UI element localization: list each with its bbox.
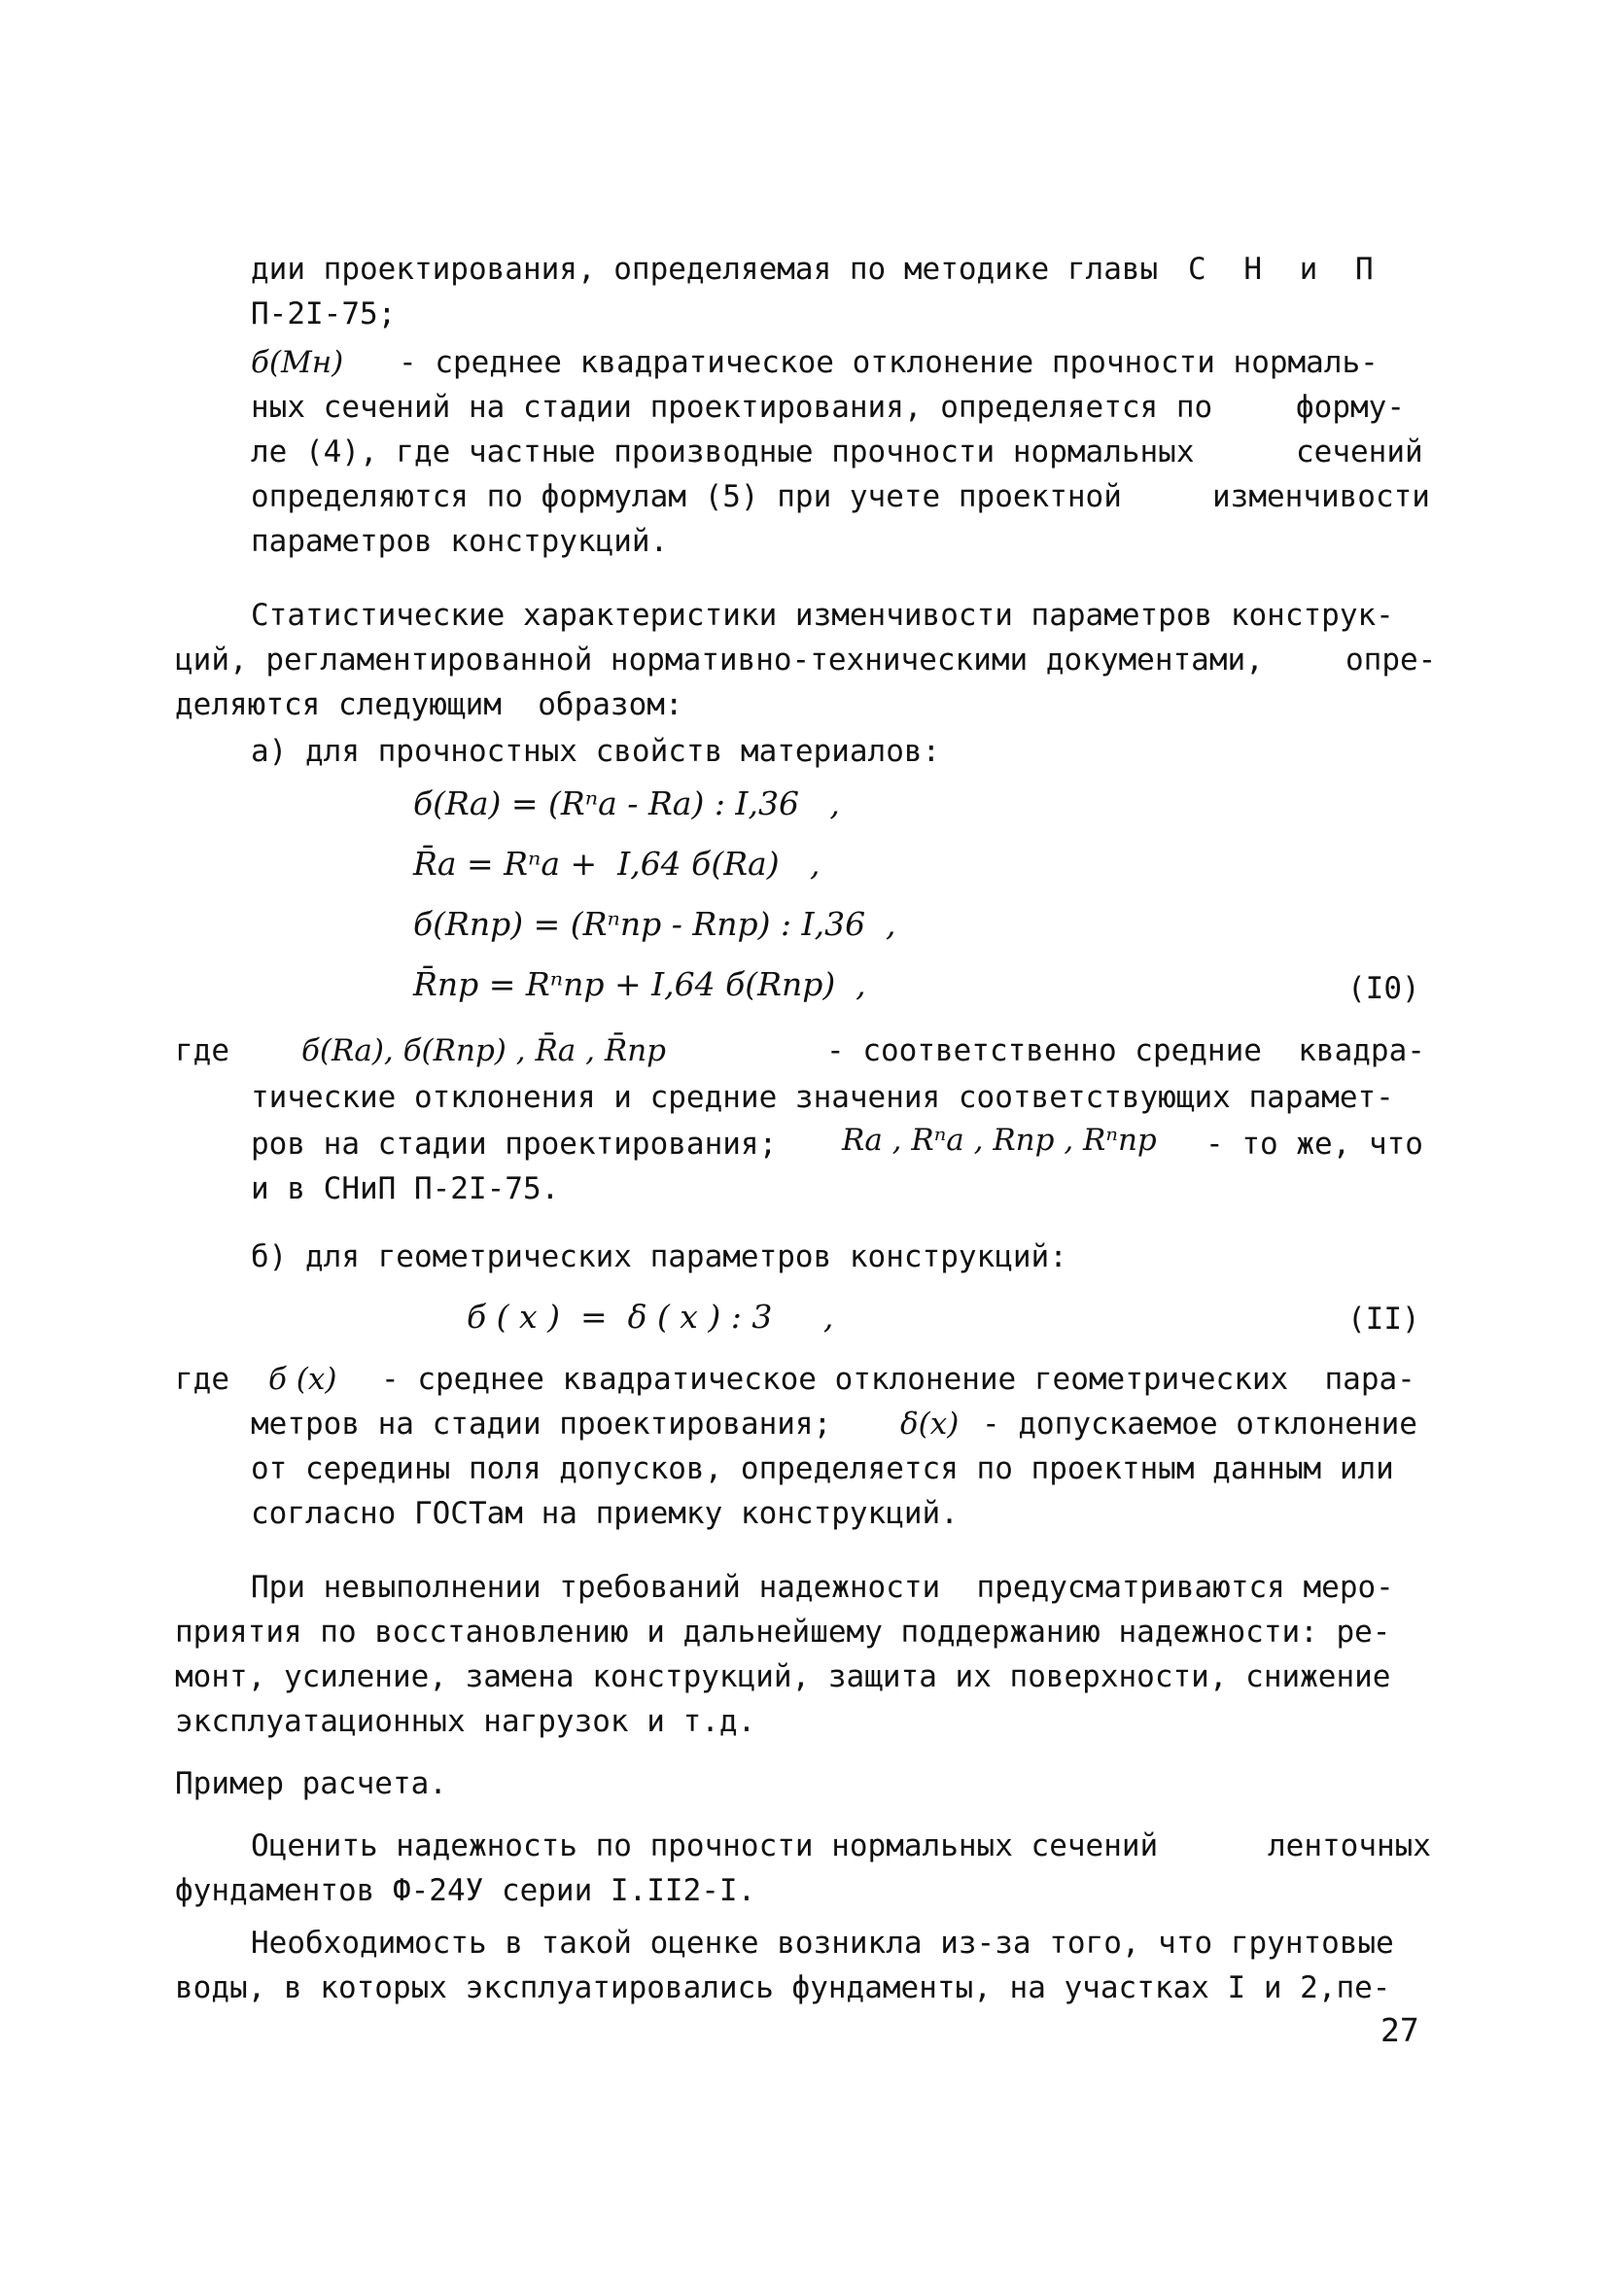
where-10-label: где [175,1033,229,1068]
snip-label: С Н и П [1188,252,1383,287]
def-m-line-4: определяются по формулам (5) при учете проектной [251,479,1122,514]
example-line-1: Оценить надежность по прочности нормальных сечений [251,1828,1159,1863]
stat-line-2-end: опре- [1345,643,1437,678]
item-a-heading: а) для прочностных свойств материалов: [251,734,941,769]
where-11-label: где [175,1362,229,1397]
def-m-line-3: ле (4), где частные производные прочности нормальных [251,435,1195,470]
def-m-line-2-end: форму- [1296,390,1405,425]
reliability-line-2: приятия по восстановлению и дальнейшему поддержанию надежности: ре- [175,1615,1391,1650]
def-m-line-5: параметров конструкций. [251,524,669,559]
where-10-symbols: б(Rа), б(Rпр) , R̄а , R̄пр [301,1033,666,1068]
stat-line-1: Статистические характеристики изменчивости параметров конструк- [251,598,1394,633]
example-title: Пример расчета. [175,1766,447,1801]
where-10-line-1: - соответственно средние квадра- [826,1033,1425,1068]
example-line-1-end: ленточных [1268,1828,1431,1863]
where-10-line-4: и в СНиП П-2I-75. [251,1171,560,1206]
reliability-line-3: монт, усиление, замена конструкций, защита их поверхности, снижение [175,1659,1391,1694]
symbol-sigma-m: б(Мн) [251,345,344,380]
formula-sigma-ra: б(Rа) = (Rⁿа - Rа) : I,36 , [413,784,840,822]
page-number: 27 [1380,2011,1419,2049]
where-11-line-4: согласно ГОСТам на приемку конструкций. [251,1496,959,1531]
where-10-line-3-end: - то же, что [1205,1127,1423,1162]
stat-line-3: деляются следующим образом: [175,687,683,722]
def-m-line-1: - среднее квадратическое отклонение прочности нормаль- [399,345,1379,380]
formula-sigma-rpr: б(Rпр) = (Rⁿпр - Rпр) : I,36 , [413,905,896,943]
formula-sigma-x: б ( x ) = δ ( x ) : 3 , [467,1298,834,1336]
equation-number-10: (I0) [1347,971,1420,1006]
formula-ra-mean: R̄а = Rⁿа + I,64 б(Rа) , [413,845,821,883]
reliability-line-4: эксплуатационных нагрузок и т.д. [175,1704,756,1739]
where-11-symbol-sigma: б (x) [268,1362,337,1397]
reliability-line-1: При невыполнении требований надежности предусматриваются меро- [251,1570,1394,1605]
where-11-line-2: метров на стадии проектирования; [251,1407,832,1442]
stat-line-2: ций, регламентированной нормативно-техническими документами, [175,643,1264,678]
example-line-2: фундаментов Ф-24У серии I.II2-I. [175,1873,756,1908]
where-11-line-1: - среднее квадратическое отклонение геометрических пара- [381,1362,1415,1397]
def-m-line-3-end: сечений [1296,435,1423,470]
formula-rpr-mean: R̄пр = Rⁿпр + I,64 б(Rпр) , [413,965,866,1003]
top-line-2: П-2I-75; [251,296,397,331]
where-11-line-2-end: - допускаемое отклонение [982,1407,1417,1442]
where-10-line-2: тические отклонения и средние значения соответствующих парамет- [251,1080,1394,1115]
where-11-symbol-delta: δ(x) [900,1407,960,1442]
where-10-line-3-symbols: Rа , Rⁿа , Rпр , Rⁿпр [842,1123,1157,1158]
where-10-line-3: ров на стадии проектирования; [251,1127,778,1162]
def-m-line-2: ных сечений на стадии проектирования, определяется по [251,390,1213,425]
def-m-line-4-end: изменчивости [1212,479,1430,514]
top-line-1: дии проектирования, определяемая по методике главы [251,252,1159,287]
where-11-line-3: от середины поля допусков, определяется по проектным данным или [251,1451,1394,1486]
equation-number-11: (II) [1347,1302,1420,1337]
example-line-3: Необходимость в такой оценке возникла из-за того, что грунтовые [251,1926,1394,1961]
item-b-heading: б) для геометрических параметров конструкций: [251,1239,1067,1274]
example-line-4: воды, в которых эксплуатировались фундаменты, на участках I и 2,пе- [175,1970,1391,2005]
